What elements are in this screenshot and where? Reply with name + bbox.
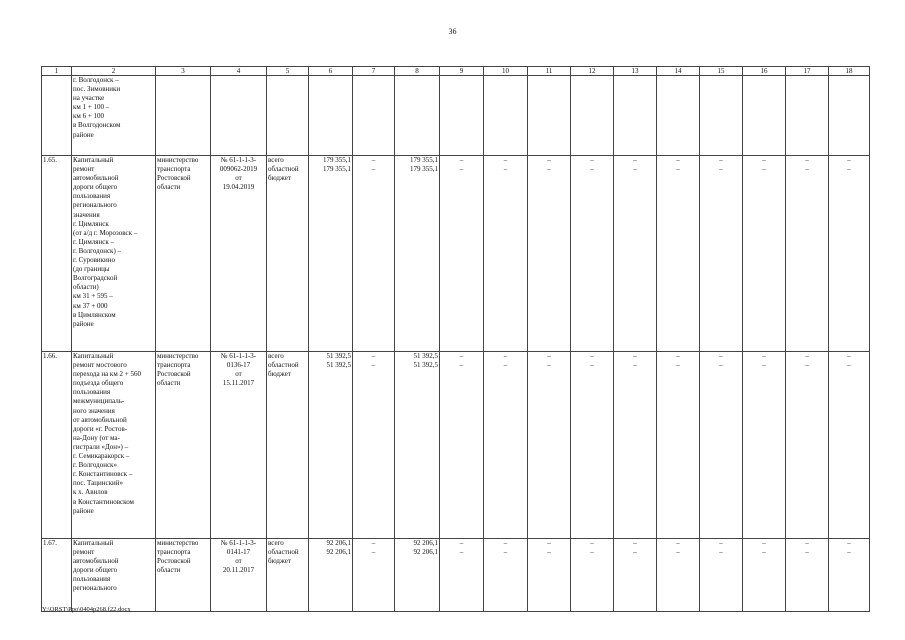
document-cell: № 61-1-1-3- 0136-17 от 15.11.2017	[211, 352, 267, 539]
amount-cell	[786, 76, 829, 156]
table-row	[42, 76, 870, 156]
file-path-footer: Y:\ORST\Ppo\0404p268.f22.docx	[42, 606, 131, 613]
amount-cell: – –	[484, 539, 528, 612]
amount-cell: – –	[528, 156, 571, 352]
column-number-cell: 14	[657, 67, 700, 76]
amount-cell: – –	[786, 352, 829, 539]
amount-cell	[395, 76, 440, 156]
amount-cell	[571, 76, 614, 156]
amount-cell	[528, 76, 571, 156]
document-cell	[211, 76, 267, 156]
funding-source-cell: всего областной бюджет	[267, 352, 309, 539]
amount-cell: – –	[614, 156, 657, 352]
amount-cell: 92 206,1 92 206,1	[395, 539, 440, 612]
amount-cell	[440, 76, 484, 156]
column-number-cell: 10	[484, 67, 528, 76]
activity-name-cell: Капитальный ремонт мостового перехода на км 2 + 560 подъезда общего пользования межмуниципаль- ного значения от автомобильной дороги «г. Ростов- на-Дону (от ма- гистрали «Дон») – г. Семикаракорск – г. Волгодонск» г. Константиновск – пос. Тацинский» к х. Авилов в Константиновском районе	[72, 352, 156, 539]
column-number-row	[42, 67, 870, 76]
amount-cell	[743, 76, 786, 156]
page-number: 36	[448, 27, 457, 36]
amount-cell: – –	[528, 352, 571, 539]
amount-cell	[484, 76, 528, 156]
amount-cell	[614, 76, 657, 156]
amount-cell: – –	[353, 539, 395, 612]
document-cell: № 61-1-1-3- 009062-2019 от 19.04.2019	[211, 156, 267, 352]
amount-cell: – –	[786, 539, 829, 612]
column-number-cell: 16	[743, 67, 786, 76]
executor-cell: министерство транспорта Ростовской области	[156, 156, 211, 352]
column-number-cell: 9	[440, 67, 484, 76]
amount-cell: – –	[786, 156, 829, 352]
column-number-cell: 7	[353, 67, 395, 76]
amount-cell: – –	[657, 352, 700, 539]
funding-source-cell: всего областной бюджет	[267, 539, 309, 612]
row-number-cell: 1.65.	[42, 156, 72, 352]
funding-source-cell: всего областной бюджет	[267, 156, 309, 352]
amount-cell: – –	[743, 539, 786, 612]
amount-cell: – –	[571, 156, 614, 352]
total-amount-cell: 51 392,5 51 392,5	[309, 352, 353, 539]
amount-cell: – –	[440, 352, 484, 539]
column-number-cell: 11	[528, 67, 571, 76]
total-amount-cell: 179 355,1 179 355,1	[309, 156, 353, 352]
amount-cell: – –	[571, 352, 614, 539]
column-number-cell: 2	[72, 67, 156, 76]
column-number-cell: 13	[614, 67, 657, 76]
column-number-cell: 1	[42, 67, 72, 76]
amount-cell: 51 392,5 51 392,5	[395, 352, 440, 539]
amount-cell: – –	[657, 539, 700, 612]
total-amount-cell	[309, 76, 353, 156]
document-cell: № 61-1-1-3- 0141-17 от 20.11.2017	[211, 539, 267, 612]
program-table	[41, 66, 870, 612]
column-number-cell: 12	[571, 67, 614, 76]
amount-cell: – –	[829, 352, 870, 539]
amount-cell: – –	[440, 156, 484, 352]
column-number-cell: 6	[309, 67, 353, 76]
executor-cell: министерство транспорта Ростовской области	[156, 539, 211, 612]
amount-cell: – –	[614, 539, 657, 612]
amount-cell: – –	[700, 539, 743, 612]
amount-cell	[657, 76, 700, 156]
activity-name-cell: Капитальный ремонт автомобильной дороги общего пользования регионального	[72, 539, 156, 612]
column-number-cell: 5	[267, 67, 309, 76]
row-number-cell: 1.66.	[42, 352, 72, 539]
executor-cell	[156, 76, 211, 156]
column-number-cell: 3	[156, 67, 211, 76]
amount-cell: – –	[614, 352, 657, 539]
column-number-cell: 18	[829, 67, 870, 76]
column-number-cell: 17	[786, 67, 829, 76]
amount-cell: – –	[700, 156, 743, 352]
amount-cell	[829, 76, 870, 156]
executor-cell: министерство транспорта Ростовской области	[156, 352, 211, 539]
amount-cell: – –	[743, 352, 786, 539]
amount-cell: – –	[353, 352, 395, 539]
amount-cell: – –	[440, 539, 484, 612]
table-row	[42, 539, 870, 612]
amount-cell: – –	[571, 539, 614, 612]
amount-cell: 179 355,1 179 355,1	[395, 156, 440, 352]
column-number-cell: 4	[211, 67, 267, 76]
amount-cell: – –	[528, 539, 571, 612]
amount-cell: – –	[484, 352, 528, 539]
activity-name-cell: г. Волгодонск – пос. Зимовники на участке км 1 + 100 – км 6 + 100 в Волгодонском районе	[72, 76, 156, 156]
column-number-cell: 8	[395, 67, 440, 76]
total-amount-cell: 92 206,1 92 206,1	[309, 539, 353, 612]
amount-cell: – –	[829, 539, 870, 612]
table-row	[42, 156, 870, 352]
activity-name-cell: Капитальный ремонт автомобильной дороги общего пользования регионального значения г. Цимлянск (от а/д г. Морозовск – г. Цимлянск – г. Волгодонск) – г. Суровикино (до границы Волгоградской области) км 31 + 595 – км 37 + 000 в Цимлянском районе	[72, 156, 156, 352]
funding-source-cell	[267, 76, 309, 156]
amount-cell	[353, 76, 395, 156]
amount-cell: – –	[353, 156, 395, 352]
row-number-cell	[42, 76, 72, 156]
amount-cell: – –	[743, 156, 786, 352]
row-number-cell: 1.67.	[42, 539, 72, 612]
amount-cell	[700, 76, 743, 156]
amount-cell: – –	[829, 156, 870, 352]
table-row	[42, 352, 870, 539]
amount-cell: – –	[657, 156, 700, 352]
column-number-cell: 15	[700, 67, 743, 76]
amount-cell: – –	[484, 156, 528, 352]
amount-cell: – –	[700, 352, 743, 539]
